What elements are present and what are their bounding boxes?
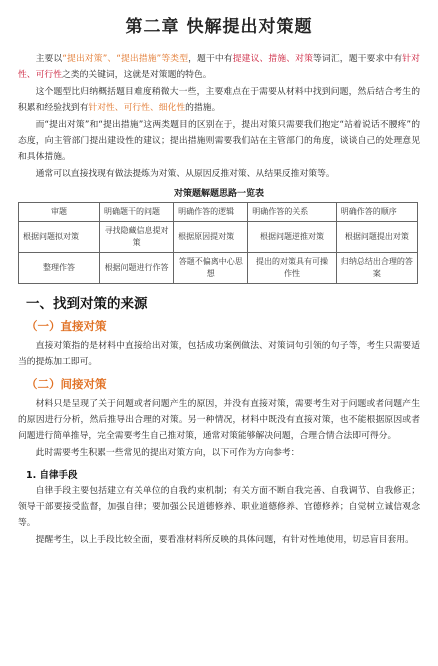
numbered-heading: 1. 自律手段 bbox=[26, 470, 78, 481]
strategy-table bbox=[18, 202, 418, 284]
table-row bbox=[19, 203, 418, 222]
table-cell: 明确作答的逻辑 bbox=[174, 203, 248, 222]
intro-paragraph-3: 而“提出对策”和“提出措施”这两类题目的区别在于，提出对策只需要我们抱定“站着说话不腰疼”的态度，向主管部门提出建设性的建议；提出措施则需要我们站在主管部门的角度，谈谈自己的处理意见和具体措施。 bbox=[18, 120, 420, 162]
section-heading: 一、找到对策的来源 bbox=[26, 296, 148, 312]
table-cell: 寻找隐藏信息提对策 bbox=[100, 222, 174, 253]
subsection-heading: （一）直接对策 bbox=[26, 319, 107, 333]
text-segment: 这个题型比归纳概括题目难度稍微大一些，主要难点在于需要从材料中找到问题，然后结合考生的积累和经验找到有 bbox=[18, 87, 420, 113]
table-row bbox=[19, 253, 418, 284]
table-cell: 根据问题进行作答 bbox=[100, 253, 174, 284]
body-paragraph: 此时需要考生积累一些常见的提出对策方向，以下可作为方向参考： bbox=[35, 448, 300, 458]
table-cell: 根据问题提出对策 bbox=[336, 222, 417, 253]
table-caption: 对策题解题思路一览表 bbox=[173, 189, 264, 199]
table-row bbox=[19, 222, 418, 253]
intro-paragraph-4: 通常可以直接找现有做法提炼为对策、从原因反推对策、从结果反推对策等。 bbox=[35, 169, 335, 179]
body-paragraph: 直接对策指的是材料中直接给出对策，包括成功案例做法、对策词句引领的句子等，考生只需要适当的提炼加工即可。 bbox=[18, 341, 420, 367]
page-title: 第二章 快解提出对策题 bbox=[125, 17, 313, 37]
text-segment: 等词汇，题干要求中有 bbox=[313, 54, 403, 64]
table-cell: 根据问题逆推对策 bbox=[248, 222, 336, 253]
table-cell: 归纳总结出合理的答案 bbox=[336, 253, 417, 284]
body-paragraph: 自律手段主要包括建立有关单位的自我约束机制；有关方面不断自我完善、自我调节、自我修正；领导干部要接受监督，加强自律；要加强公民道德修养、职业道德修养、官德修养；自觉树立诚信观念等。 bbox=[18, 486, 420, 528]
highlight-text: 提建议、措施、对策 bbox=[232, 54, 314, 64]
table-cell: 整理作答 bbox=[19, 253, 100, 284]
table-cell: 审题 bbox=[19, 203, 100, 222]
document-page bbox=[0, 12, 438, 666]
text-segment: ，题干中有 bbox=[188, 54, 233, 64]
text-segment: 主要以 bbox=[35, 54, 63, 64]
intro-paragraph-1 bbox=[18, 51, 420, 83]
table-cell: 根据问题拟对策 bbox=[19, 222, 100, 253]
highlight-text: 针对性、可行性、细化性 bbox=[88, 103, 186, 113]
table-cell: 明确作答的顺序 bbox=[336, 203, 417, 222]
intro-paragraph-2 bbox=[18, 84, 420, 116]
table-cell: 答题不偏离中心思想 bbox=[174, 253, 248, 284]
table-cell: 明确作答的关系 bbox=[248, 203, 336, 222]
table-cell: 提出的对策具有可操作性 bbox=[248, 253, 336, 284]
body-paragraph: 材料只是呈现了关于问题或者问题产生的原因，并没有直接对策，需要考生对于问题或者问题产生的原因进行分析，然后推导出合理的对策。另一种情况，材料中既没有直接对策，也不能根据原因或者问题进行简单推导，完全需要考生自己推对策，通常对策能够解决问题，合理合情合法即可得分。 bbox=[18, 399, 420, 441]
highlight-text: 针对性、可行性 bbox=[18, 54, 420, 80]
subsection-heading: （二）间接对策 bbox=[26, 377, 107, 391]
table-cell: 明确题干的问题 bbox=[100, 203, 174, 222]
highlight-text: “提出对策”、“提出措施”等类型 bbox=[62, 54, 189, 64]
text-segment: 之类的关键词，这就是对策题的特色。 bbox=[62, 70, 212, 80]
text-segment: 的措施。 bbox=[185, 103, 221, 113]
body-paragraph: 提醒考生，以上手段比较全面，要看准材料所反映的具体问题，有针对性地使用，切忌盲目套用。 bbox=[35, 535, 414, 545]
table-cell: 根据原因提对策 bbox=[174, 222, 248, 253]
